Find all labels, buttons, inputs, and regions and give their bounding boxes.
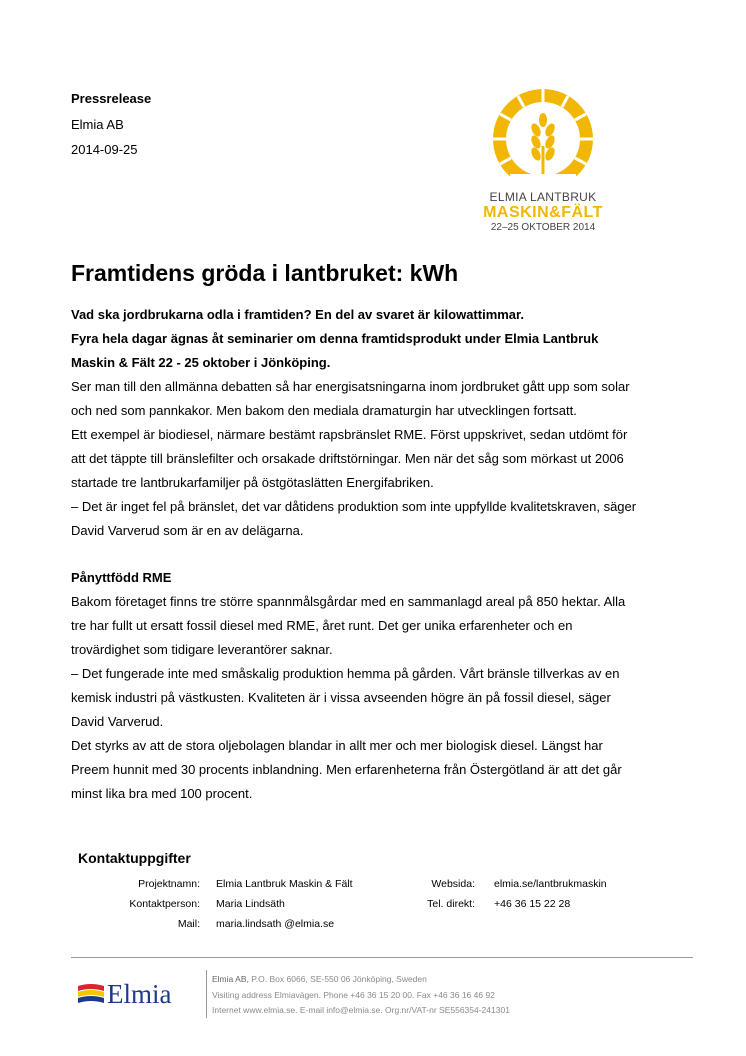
page-title: Framtidens gröda i lantbruket: kWh (71, 260, 459, 286)
phone-value: +46 36 15 22 28 (494, 898, 571, 910)
lead-line: Maskin & Fält 22 - 25 oktober i Jönköping. (71, 355, 331, 370)
body-line: David Varverud. (71, 714, 164, 729)
footer-vertical-divider (206, 970, 207, 1018)
release-date: 2014-09-25 (71, 142, 138, 157)
body-line: tre har fullt ut ersatt fossil diesel med RME, året runt. Det ger unika erfarenheter och en (71, 618, 573, 633)
event-logo-line2: MASKIN&FÄLT (483, 204, 603, 221)
project-value: Elmia Lantbruk Maskin & Fält (216, 878, 353, 890)
body-line: – Det är inget fel på bränslet, det var dåtidens produktion som inte uppfyllde kvalitetskraven, säger (71, 499, 637, 514)
phone-label: Tel. direkt: (427, 898, 475, 910)
website-label: Websida: (431, 878, 475, 890)
body-line: Det styrks av att de stora oljebolagen blandar in allt mer och mer biologisk diesel. Längst har (71, 738, 603, 753)
mail-link[interactable]: maria.lindsath @elmia.se (216, 918, 335, 930)
event-logo-line1: ELMIA LANTBRUK (489, 190, 597, 204)
contact-person-value: Maria Lindsäth (216, 898, 285, 910)
body-line: startade tre lantbrukarfamiljer på östgötaslätten Energifabriken. (71, 475, 434, 490)
lead-line: Vad ska jordbrukarna odla i framtiden? En del av svaret är kilowattimmar. (71, 307, 524, 322)
body-line: Ett exempel är biodiesel, närmare bestämt rapsbränslet RME. Först uppskrivet, sedan utdömt för (71, 427, 628, 442)
footer-internet: Internet www.elmia.se. E-mail info@elmia.se. Org.nr/VAT-nr SE556354-241301 (212, 1005, 510, 1015)
body-line: trovärdighet som tidigare leverantörer saknar. (71, 642, 333, 657)
body-line: att det täppte till bränslefilter och orsakade driftstörningar. Men när det såg som mörkast ut 2006 (71, 451, 624, 466)
body-line: minst lika bra med 100 procent. (71, 786, 253, 801)
wheat-sun-logo-icon (490, 86, 596, 192)
section-subheading: Pånyttfödd RME (71, 570, 172, 585)
project-label: Projektnamn: (138, 878, 200, 890)
footer-address: Elmia AB, P.O. Box 6066, SE-550 06 Jönköping, Sweden (212, 974, 427, 984)
press-release-label: Pressrelease (71, 91, 152, 106)
body-line: kemisk industri på västkusten. Kvaliteten är i vissa avseenden högre än på fossil diesel, säger (71, 690, 611, 705)
website-link[interactable]: elmia.se/lantbrukmaskin (494, 878, 607, 890)
body-line: Bakom företaget finns tre större spannmålsgårdar med en sammanlagd areal på 850 hektar. Alla (71, 594, 626, 609)
body-line: Preem hunnit med 30 procents inblandning. Men erfarenheterna från Östergötland är att det går (71, 762, 622, 777)
contact-person-label: Kontaktperson: (129, 898, 200, 910)
lead-line: Fyra hela dagar ägnas åt seminarier om denna framtidsprodukt under Elmia Lantbruk (71, 331, 599, 346)
contact-heading: Kontaktuppgifter (78, 850, 191, 866)
company-name: Elmia AB (71, 117, 124, 132)
event-logo-dates: 22–25 OKTOBER 2014 (490, 222, 596, 233)
footer-visiting: Visiting address Elmiavägen. Phone +46 36 15 20 00. Fax +46 36 16 46 92 (212, 990, 495, 1000)
footer-divider (71, 957, 693, 958)
body-line: och ned som pannkakor. Men bakom den mediala dramaturgin har utvecklingen fortsatt. (71, 403, 577, 418)
body-line: David Varverud som är en av delägarna. (71, 523, 304, 538)
elmia-flag-icon (78, 983, 104, 1005)
elmia-logo: Elmia (107, 979, 172, 1009)
mail-label: Mail: (177, 918, 200, 930)
body-line: – Det fungerade inte med småskalig produktion hemma på gården. Vårt bränsle tillverkas av en (71, 666, 620, 681)
body-line: Ser man till den allmänna debatten så har energisatsningarna inom jordbruket gått upp som solar (71, 379, 630, 394)
